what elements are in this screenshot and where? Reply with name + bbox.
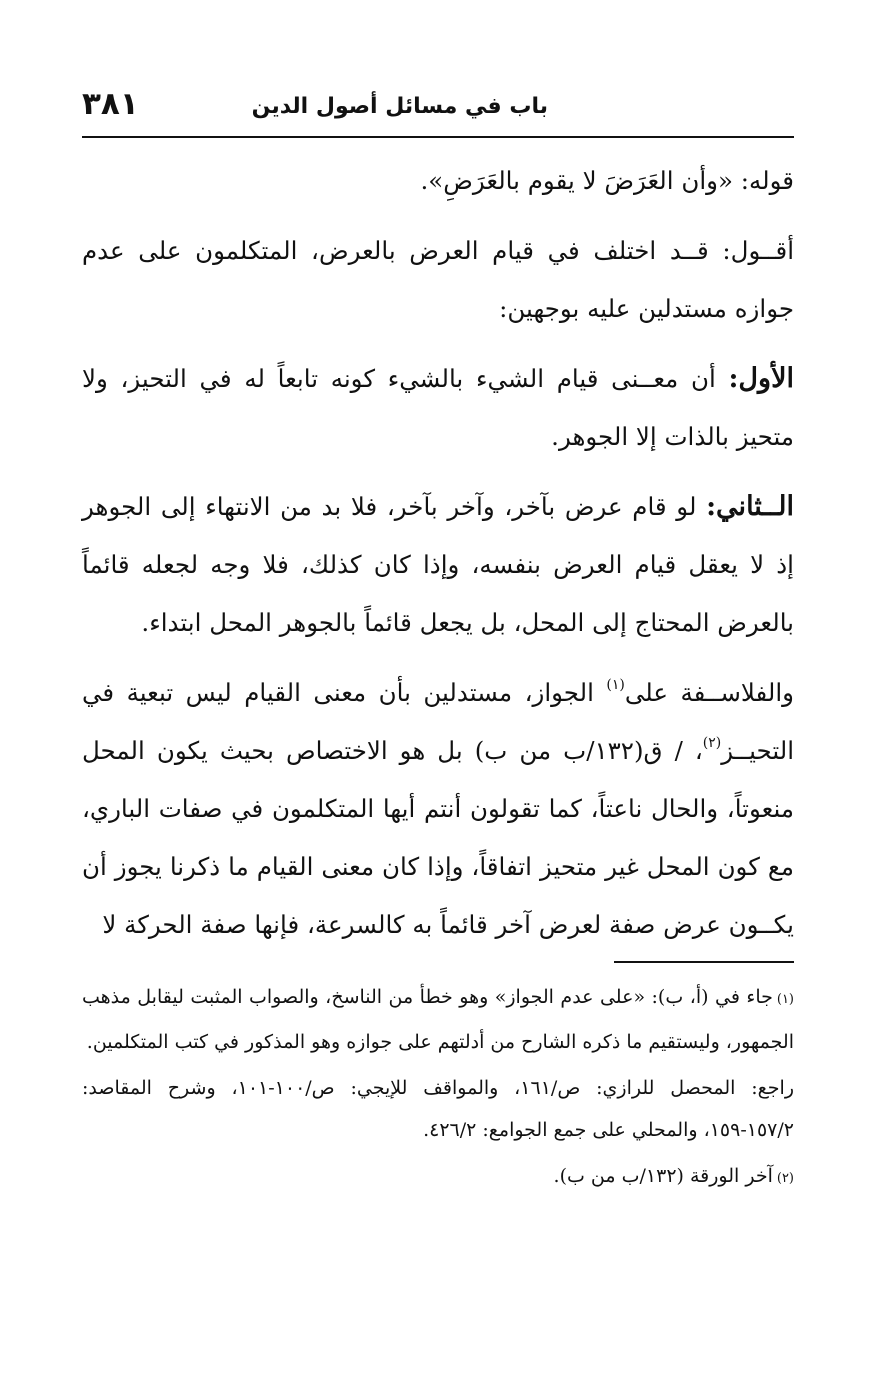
page-header <box>82 86 794 132</box>
paragraph-lead-word: الــثاني: <box>706 491 794 522</box>
header-rule <box>82 136 794 138</box>
paragraph-text: أقــول: قــد اختلف في قيام العرض بالعرض، المتكلمون على عدم جوازه مستدلين عليه بوجهين: <box>82 236 794 323</box>
paragraph-text: ، / ق(١٣٢/ب من ب) بل هو الاختصاص بحيث يكون المحل منعوتاً، والحال ناعتاً، كما تقولون أنتم أيها المتكلمون في صفات الباري، مع كون المحل غير متحيز اتفاقاً، وإذا كان معنى القيام ما ذكرنا يجوز أن يكــون عرض صفة لعرض آخر قائماً به كالسرعة، فإنها صفة الحركة لا <box>82 736 794 939</box>
paragraph-aqul <box>82 222 794 338</box>
footnote-reference: (١) <box>606 677 625 693</box>
main-text <box>82 152 794 954</box>
footnote-1-references <box>82 1067 794 1151</box>
footnote-1 <box>82 976 794 1063</box>
footnote-2 <box>82 1155 794 1200</box>
footnote-separator <box>614 961 794 963</box>
paragraph-text: أن معــنى قيام الشيء بالشيء كونه تابعاً له في التحيز، ولا متحيز بالذات إلا الجوهر. <box>82 364 794 451</box>
paragraph-quote <box>82 152 794 210</box>
running-title: باب في مسائل أصول الدين <box>251 94 548 119</box>
paragraph-text: لو قام عرض بآخر، وآخر بآخر، فلا بد من الانتهاء إلى الجوهر إذ لا يعقل قيام العرض بنفسه، وإذا كان كذلك، فلا وجه لجعله قائماً بالعرض المحتاج إلى المحل، بل يجعل قائماً بالجوهر المحل ابتداء. <box>82 492 794 637</box>
paragraph-text: قوله: «وأن العَرَضَ لا يقوم بالعَرَضِ». <box>420 166 794 195</box>
footnote-number: (١) <box>776 992 794 1007</box>
page-number: ٣٨١ <box>82 86 139 122</box>
footnote-text: راجع: المحصل للرازي: ص/١٦١، والمواقف للإيجي: ص/١٠٠-١٠١، وشرح المقاصد: ١٥٧/٢-١٥٩، والمحلي على جمع الجوامع: ٤٢٦/٢. <box>82 1077 794 1141</box>
paragraph-lead-word: الأول: <box>728 363 794 394</box>
paragraph-philosophers <box>82 664 794 954</box>
footnote-text: آخر الورقة (١٣٢/ب من ب). <box>553 1165 773 1187</box>
paragraph-text: والفلاســفة على <box>624 678 795 707</box>
footnotes <box>82 976 794 1204</box>
paragraph-second-argument <box>82 478 794 652</box>
footnote-reference: (٢) <box>702 735 722 751</box>
footnote-text: جاء في (أ، ب): «على عدم الجواز» وهو خطأ من الناسخ، والصواب المثبت ليقابل مذهب الجمهور، وليستقيم ما ذكره الشارح من أدلتهم على جوازه وهو المذكور في كتب المتكلمين. <box>82 986 794 1053</box>
footnote-number: (٢) <box>776 1171 794 1186</box>
paragraph-text: الجواز، مستدلين بأن معنى القيام ليس تبعية في التحيــز <box>82 678 794 765</box>
paragraph-first-argument <box>82 350 794 466</box>
